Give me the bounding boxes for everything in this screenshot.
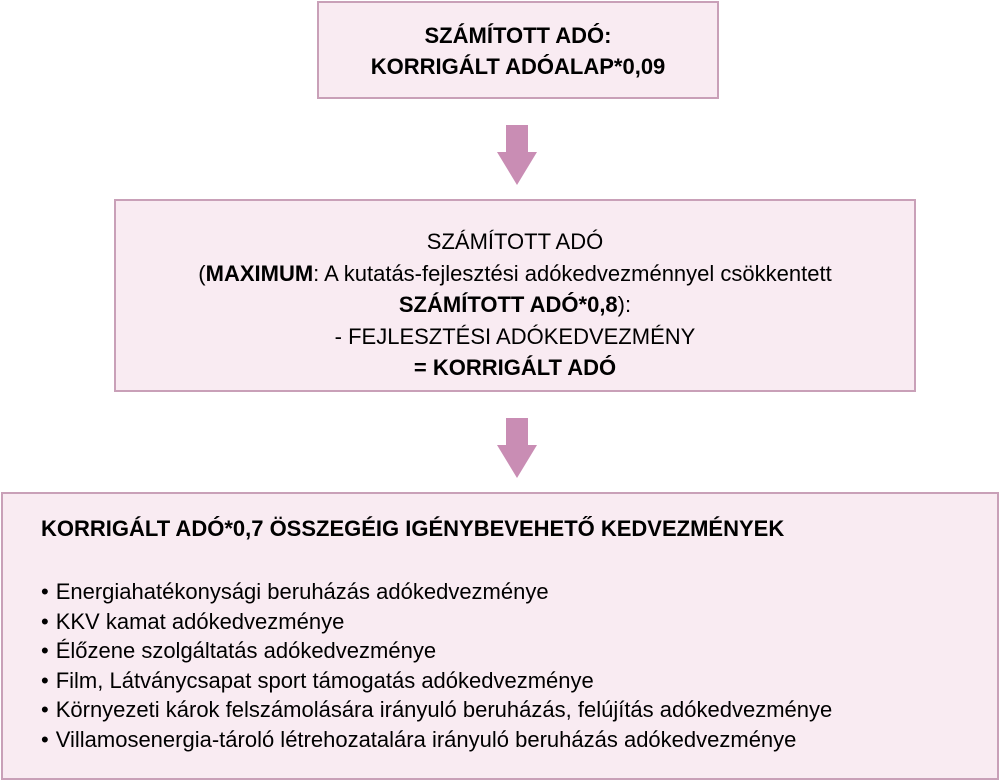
- computed-tax-box: [317, 1, 719, 99]
- development-tax-credit-line: - FEJLESZTÉSI ADÓKEDVEZMÉNY: [334, 323, 696, 349]
- available-credits-heading: KORRIGÁLT ADÓ*0,7 ÖSSZEGÉIG IGÉNYBEVEHETŐ KEDVEZMÉNYEK: [41, 516, 785, 541]
- list-item-text: Villamosenergia-tároló létrehozatalára irányuló beruházás adókedvezménye: [55, 726, 797, 752]
- available-credits-box: [1, 492, 999, 780]
- bullet-icon: •: [41, 697, 49, 722]
- maximum-label: MAXIMUM: [205, 260, 314, 286]
- down-arrow-icon: [497, 125, 537, 185]
- computed-tax-formula: KORRIGÁLT ADÓALAP*0,09: [370, 54, 666, 79]
- bullet-icon: •: [41, 667, 49, 693]
- corrected-tax-line-1: SZÁMÍTOTT ADÓ: [426, 229, 604, 254]
- list-item: [41, 666, 997, 696]
- list-item-text: Film, Látványcsapat sport támogatás adókedvezménye: [55, 667, 594, 693]
- list-item-text: KKV kamat adókedvezménye: [55, 608, 345, 634]
- credits-list: [41, 577, 997, 754]
- corrected-tax-result: = KORRIGÁLT ADÓ: [413, 355, 617, 380]
- corrected-tax-box: [114, 199, 916, 392]
- bullet-icon: •: [41, 608, 49, 634]
- list-item-text: Élőzene szolgáltatás adókedvezménye: [55, 638, 437, 663]
- bullet-icon: •: [41, 638, 49, 663]
- computed-tax-title: SZÁMÍTOTT ADÓ:: [424, 23, 612, 48]
- list-item: [41, 577, 997, 607]
- computed-tax-factor: SZÁMÍTOTT ADÓ*0,8: [398, 292, 618, 317]
- paren-open: (: [198, 260, 206, 286]
- list-item: [41, 636, 997, 666]
- list-item: [41, 607, 997, 637]
- list-item: [41, 725, 997, 755]
- bullet-icon: •: [41, 579, 49, 604]
- corrected-tax-line-2: [116, 258, 914, 290]
- maximum-description: : A kutatás-fejlesztési adókedvezménnyel csökkentett: [313, 260, 832, 286]
- list-item: [41, 695, 997, 725]
- list-item-text: Energiahatékonysági beruházás adókedvezménye: [55, 579, 549, 604]
- paren-close: ):: [617, 292, 632, 317]
- down-arrow-icon: [497, 418, 537, 478]
- corrected-tax-line-3: [116, 289, 914, 321]
- bullet-icon: •: [41, 726, 49, 752]
- list-item-text: Környezeti károk felszámolására irányuló beruházás, felújítás adókedvezménye: [55, 697, 833, 722]
